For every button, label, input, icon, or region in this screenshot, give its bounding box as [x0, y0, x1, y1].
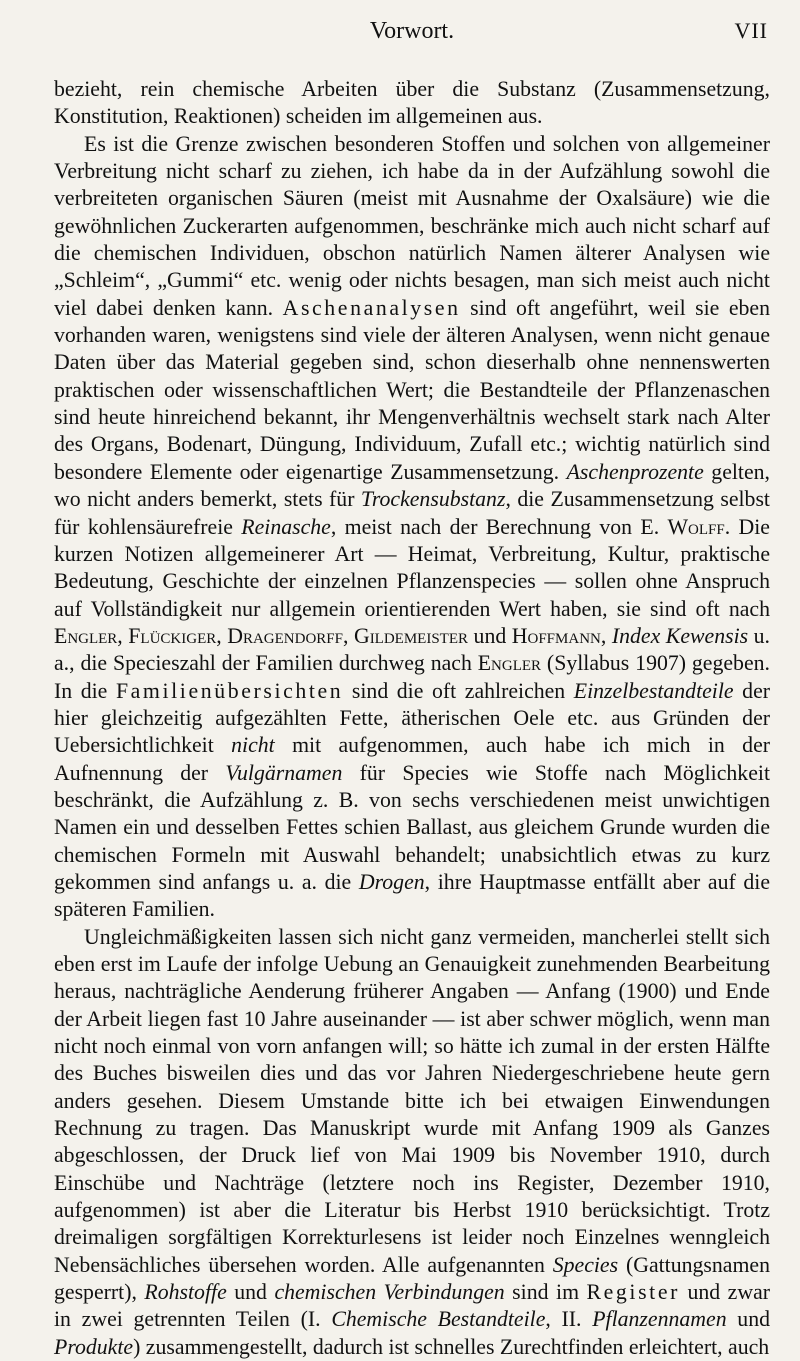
italic-term: chemischen Verbindungen: [274, 1280, 505, 1305]
text-run: , II.: [545, 1307, 593, 1332]
text-run: ) zusammengestellt, dadurch ist schnelles Zurechtfinden erleichtert, auch: [133, 1334, 770, 1359]
text-run: Es ist die Grenze zwischen besonderen Stoffen und solchen von allgemeiner Verbreitung nicht scharf zu ziehen, ich habe da in der Aufzählung sowohl die verbreiteten organischen Säuren (meist mit Ausnahme der Oxalsäure) wie die gewöhnlichen Zuckerarten aufgenommen, beschränke mich auch nicht scharf auf die chemischen Individuen, obschon natürlich Namen älterer Analysen wie „Schleim“, „Gummi“ etc. wenig oder nichts besagen, man sich meist auch nicht viel dabei denken kann.: [54, 131, 770, 320]
author-name: Engler, Flückiger, Dragendorff, Gildemeister: [54, 623, 469, 648]
text-run: sind oft angeführt, weil sie eben vorhanden waren, wenigstens sind viele der älteren Analysen, wenn nicht genaue Daten über das Material gegeben sind, schon dieserhalb ohne nennenswerten praktischen oder wissenschaftlichen Wert; die Bestandteile der Pflanzenaschen sind heute hinreichend bekannt, ihr Mengenverhältnis wechselt stark nach Alter des Organs, Bodenart, Düngung, Individuum, Zufall etc.; wichtig natürlich sind besondere Elemente oder eigenartige Zusammensetzung.: [54, 295, 770, 484]
text-run: und zwar in zwei getrennten Teilen (I.: [54, 1280, 770, 1332]
paragraph-irregularities: [54, 924, 770, 1361]
italic-term: Pflanzennamen: [592, 1307, 727, 1332]
text-run: sind im: [504, 1280, 587, 1305]
text-run: mit aufgenommen, auch habe ich mich in der Aufnennung der: [54, 733, 770, 785]
spaced-term: Register: [586, 1280, 680, 1305]
text-run: für Species wie Stoffe nach Möglichkeit beschränkt, die Aufzählung z. B. von sechs verschiedenen meist unwichtigen Namen ein und desselben Fettes schien Ballast, aus gleichem Grunde wurden die chemischen Formeln mit Auswahl behandelt; unabsichtlich etwas zu kurz gekommen sind anfangs u. a. die: [54, 760, 770, 894]
spaced-term: Familienübersichten: [115, 678, 344, 703]
text-run: , die Zusammensetzung selbst für kohlensäurefreie: [54, 487, 770, 539]
text-run: und: [226, 1280, 275, 1305]
text-run: bezieht, rein chemische Arbeiten über die Substanz (Zusammensetzung, Konstitution, Reaktionen) scheiden im allgemeinen aus.: [54, 77, 770, 129]
page-number: VII: [734, 18, 768, 43]
text-run: Ungleichmäßigkeiten lassen sich nicht ganz vermeiden, mancherlei stellt sich eben erst im Laufe der infolge Uebung an Genauigkeit zunehmenden Bearbeitung heraus, nachträgliche Aenderung früherer Angaben — Anfang (1900) und Ende der Arbeit liegen fast 10 Jahre auseinander — ist aber schwer möglich, wenn man nicht noch einmal von vorn anfangen will; so hätte ich zumal in der ersten Hälfte des Buches bisweilen dies und das vor Jahren Niedergeschriebene heute gern anders gesehen. Diesem Umstande bitte ich bei etwaigen Einwendungen Rechnung zu tragen. Das Manuskript wurde mit Anfang 1909 als Ganzes abgeschlossen, der Druck lief von Mai 1909 bis November 1910, durch Einschübe und Nachträge (letztere noch ins Register, Dezember 1910, aufgenommen) ist aber die Literatur bis Herbst 1910 berücksichtigt. Trotz dreimaligen sorgfältigen Korrekturlesens ist leider noch Einzelnes wenngleich Nebensächliches übersehen worden. Alle aufgenannten: [54, 924, 770, 1277]
text-run: , meist nach der Berechnung von E.: [330, 514, 668, 539]
text-run: (Gattungsnamen gesperrt),: [54, 1252, 771, 1305]
author-name: Wolff: [667, 514, 725, 539]
italic-term: Aschenprozente: [566, 459, 704, 484]
text-run: , ihre Hauptmasse entfällt aber auf die späteren Familien.: [54, 869, 770, 922]
running-title: Vorwort.: [369, 18, 455, 44]
spaced-term: Aschenanalysen: [282, 295, 461, 320]
running-header: [56, 14, 768, 54]
italic-term: nicht: [231, 733, 275, 758]
italic-term: Species: [552, 1252, 619, 1277]
italic-term: Chemische Bestandteile: [331, 1307, 546, 1332]
text-run: u. a., die Specieszahl der Familien durchweg nach: [54, 623, 770, 676]
text-run: und: [726, 1307, 770, 1332]
text-run: gelten, wo nicht anders bemerkt, stets für: [54, 459, 771, 512]
text-run: und: [468, 623, 512, 648]
italic-term: Produkte: [54, 1334, 134, 1359]
paragraph-sources: [54, 131, 770, 924]
italic-term: Einzelbestandteile: [573, 678, 734, 703]
italic-term: Index Kewensis: [611, 623, 749, 648]
text-run: sind die oft zahlreichen: [343, 678, 574, 703]
italic-term: Vulgärnamen: [225, 760, 343, 785]
text-run: (Syllabus 1907) gegeben. In die: [54, 651, 770, 703]
text-run: der hier gleichzeitig aufgezählten Fette, ätherischen Oele etc. aus Gründen der Uebersichtlichkeit: [54, 678, 770, 758]
italic-term: Rohstoffe: [144, 1280, 227, 1305]
text-run: ,: [600, 623, 612, 648]
author-name: Engler: [477, 651, 542, 676]
body-text: [54, 76, 770, 1361]
italic-term: Trockensubstanz: [360, 487, 506, 512]
text-run: . Die kurzen Notizen allgemeinerer Art — Heimat, Verbreitung, Kultur, praktische Bedeutung, Geschichte der einzelnen Pflanzenspecies — sollen ohne Anspruch auf Vollständigkeit nur allgemein orientierenden Wert haben, sie sind oft nach: [54, 514, 770, 621]
paragraph-continued: [54, 76, 770, 131]
italic-term: Reinasche: [241, 514, 331, 539]
italic-term: Drogen: [358, 869, 425, 894]
author-name: Hoffmann: [511, 623, 601, 648]
